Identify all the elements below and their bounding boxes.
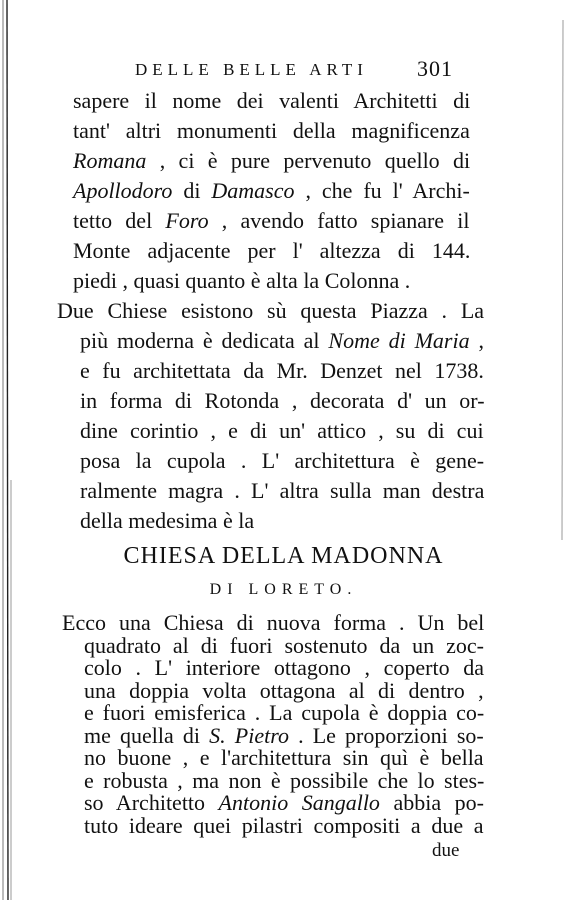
text-run: in forma di Rotonda , decorata d' un or- <box>80 388 485 413</box>
text-line <box>73 90 470 112</box>
page-header <box>135 56 465 90</box>
text-line <box>57 300 484 322</box>
text-run: una doppia volta ottagona al di dentro , <box>84 677 484 703</box>
text-line <box>84 792 484 814</box>
text-run: , avendo fatto spianare il <box>208 208 470 233</box>
text-line <box>73 150 470 172</box>
text-line <box>80 480 484 502</box>
text-line <box>80 450 484 472</box>
text-run: sapere il nome dei valenti Architetti di <box>73 88 471 113</box>
text-line <box>80 360 484 382</box>
text-line <box>73 180 470 202</box>
text-run: quadrato al di fuori sostenuto da un zoc- <box>84 632 484 658</box>
text-run: me quella di <box>84 722 210 748</box>
italic-text: S. Pietro <box>209 722 289 748</box>
text-run: e fu architettata da Mr. Denzet nel 1738. <box>80 358 484 383</box>
running-head: DELLE BELLE ARTI <box>135 60 368 79</box>
italic-text: Damasco <box>211 178 295 203</box>
text-line <box>84 657 484 679</box>
italic-text: Nome di Maria <box>328 328 470 353</box>
text-run: e robusta , ma non è possibile che lo stes- <box>84 767 485 793</box>
text-run: tant' altri monumenti della magnificenza <box>73 118 470 143</box>
text-run: Monte adjacente per l' altezza di 144. <box>73 238 471 263</box>
text-run: e fuori emisferica . La cupola è doppia co- <box>84 700 485 725</box>
text-run: tetto del <box>73 208 166 233</box>
italic-text: Foro <box>165 208 209 233</box>
text-run: di <box>172 178 212 203</box>
section-title: CHIESA DELLA MADONNA <box>123 543 444 569</box>
text-line <box>84 677 484 703</box>
page-right-edge <box>557 20 567 540</box>
text-run: no buone , e l'architettura sin quì è bella <box>84 745 484 770</box>
text-run: piedi , quasi quanto è alta la Colonna . <box>73 268 411 293</box>
catchword: due <box>432 840 460 861</box>
text-line <box>73 270 410 292</box>
text-run: tuto ideare quei pilastri compositi a due a <box>84 812 484 838</box>
text-line <box>84 632 484 658</box>
italic-text: Romana <box>73 148 147 173</box>
text-run: dine corintio , e di un' attico , su di cui <box>80 418 484 443</box>
text-run: posa la cupola . L' architettura è gene- <box>80 448 485 473</box>
text-run: Due Chiese esistono sù questa Piazza . La <box>57 298 485 323</box>
text-line <box>80 390 485 412</box>
text-run: , ci è pure pervenuto quello di <box>146 148 471 173</box>
text-line <box>84 767 485 793</box>
text-line <box>84 812 484 838</box>
text-run: della medesima è la <box>80 508 255 533</box>
text-run: colo . L' interiore ottagono , coperto da <box>84 655 484 680</box>
text-line <box>73 240 470 262</box>
text-run: so Architetto <box>84 790 219 815</box>
text-line <box>84 747 484 769</box>
italic-text: Apollodoro <box>73 178 173 203</box>
text-line <box>84 702 484 724</box>
text-line <box>80 510 254 532</box>
text-line <box>73 210 470 232</box>
text-line <box>62 612 484 634</box>
page-number: 301 <box>417 56 453 81</box>
text-line <box>73 120 470 142</box>
text-run: . Le proporzioni so- <box>288 722 484 748</box>
text-run: , che fu l' Archi- <box>294 178 470 203</box>
text-line <box>80 420 484 442</box>
section-subtitle: DI LORETO. <box>209 581 358 598</box>
text-run: ralmente magra . L' altra sulla man destra <box>80 478 485 503</box>
text-line <box>84 722 484 748</box>
italic-text: Antonio Sangallo <box>218 790 380 815</box>
text-run: abbia po- <box>379 790 484 815</box>
text-run: , <box>469 328 484 353</box>
page-left-edge <box>0 0 14 900</box>
text-run: Ecco una Chiesa di nuova forma . Un bel <box>62 610 485 635</box>
text-run: più moderna è dedicata al <box>80 328 329 353</box>
text-line <box>80 330 484 352</box>
